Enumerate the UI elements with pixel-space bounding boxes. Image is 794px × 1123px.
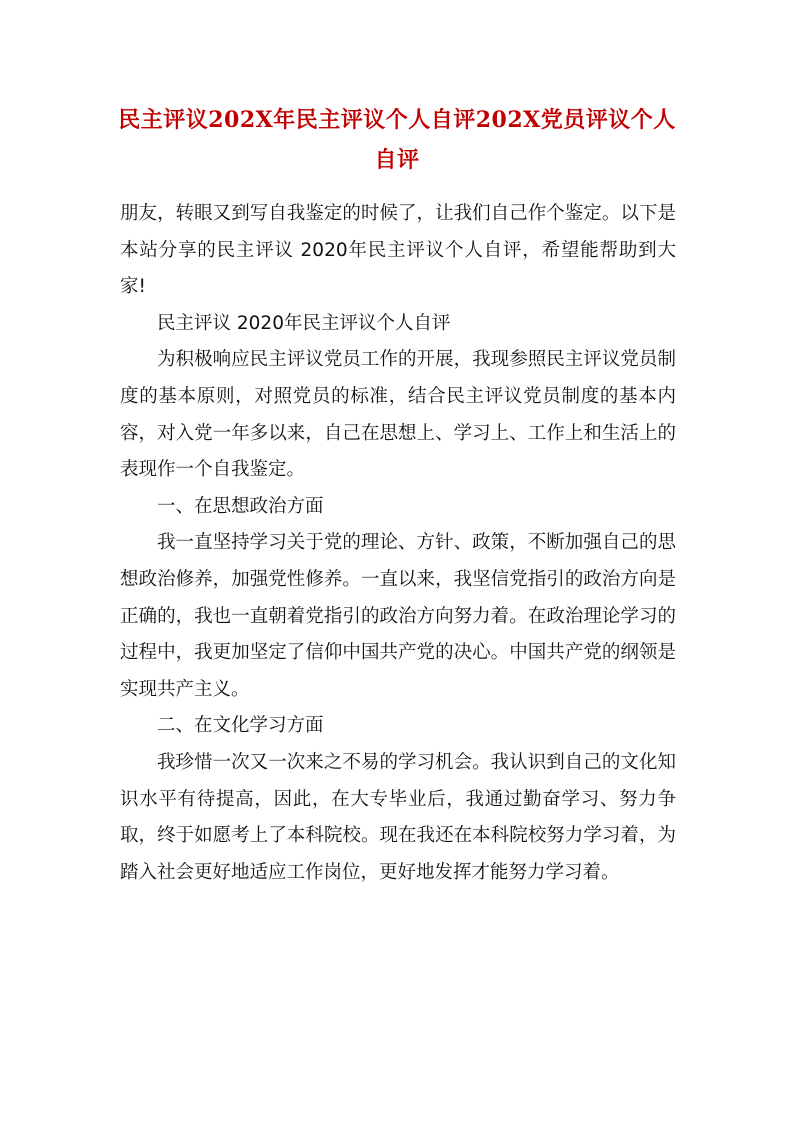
section-heading-study: 二、在文化学习方面 (157, 715, 324, 737)
section-heading-political: 一、在思想政治方面 (157, 495, 324, 517)
paragraph-political: 我一直坚持学习关于党的理论、方针、政策，不断加强自己的思想政治修养，加强党性修养。一直以来，我坚信党指引的政治方向是正确的，我也一直朝着党指引的政治方向努力着。在政治理论学习的过程中，我更加坚定了信仰中国共产党的决心。中国共产党的纲领是实现共产主义。 (120, 532, 676, 700)
document-body (120, 196, 676, 891)
paragraph-intro: 朋友，转眼又到写自我鉴定的时候了，让我们自己作个鉴定。以下是本站分享的民主评议 2020年民主评议个人自评，希望能帮助到大家! (120, 203, 676, 298)
paragraph-study: 我珍惜一次又一次来之不易的学习机会。我认识到自己的文化知识水平有待提高，因此，在大专毕业后，我通过勤奋学习、努力争取，终于如愿考上了本科院校。现在我还在本科院校努力学习着，为踏入社会更好地适应工作岗位，更好地发挥才能努力学习着。 (120, 751, 676, 883)
paragraph-opening: 为积极响应民主评议党员工作的开展，我现参照民主评议党员制度的基本原则，对照党员的标准，结合民主评议党员制度的基本内容，对入党一年多以来，自己在思想上、学习上、工作上和生活上的表现作一个自我鉴定。 (120, 349, 676, 481)
paragraph-subtitle: 民主评议 2020年民主评议个人自评 (157, 312, 451, 334)
document-title: 民主评议202X年民主评议个人自评202X党员评议个人自评 (118, 107, 676, 173)
